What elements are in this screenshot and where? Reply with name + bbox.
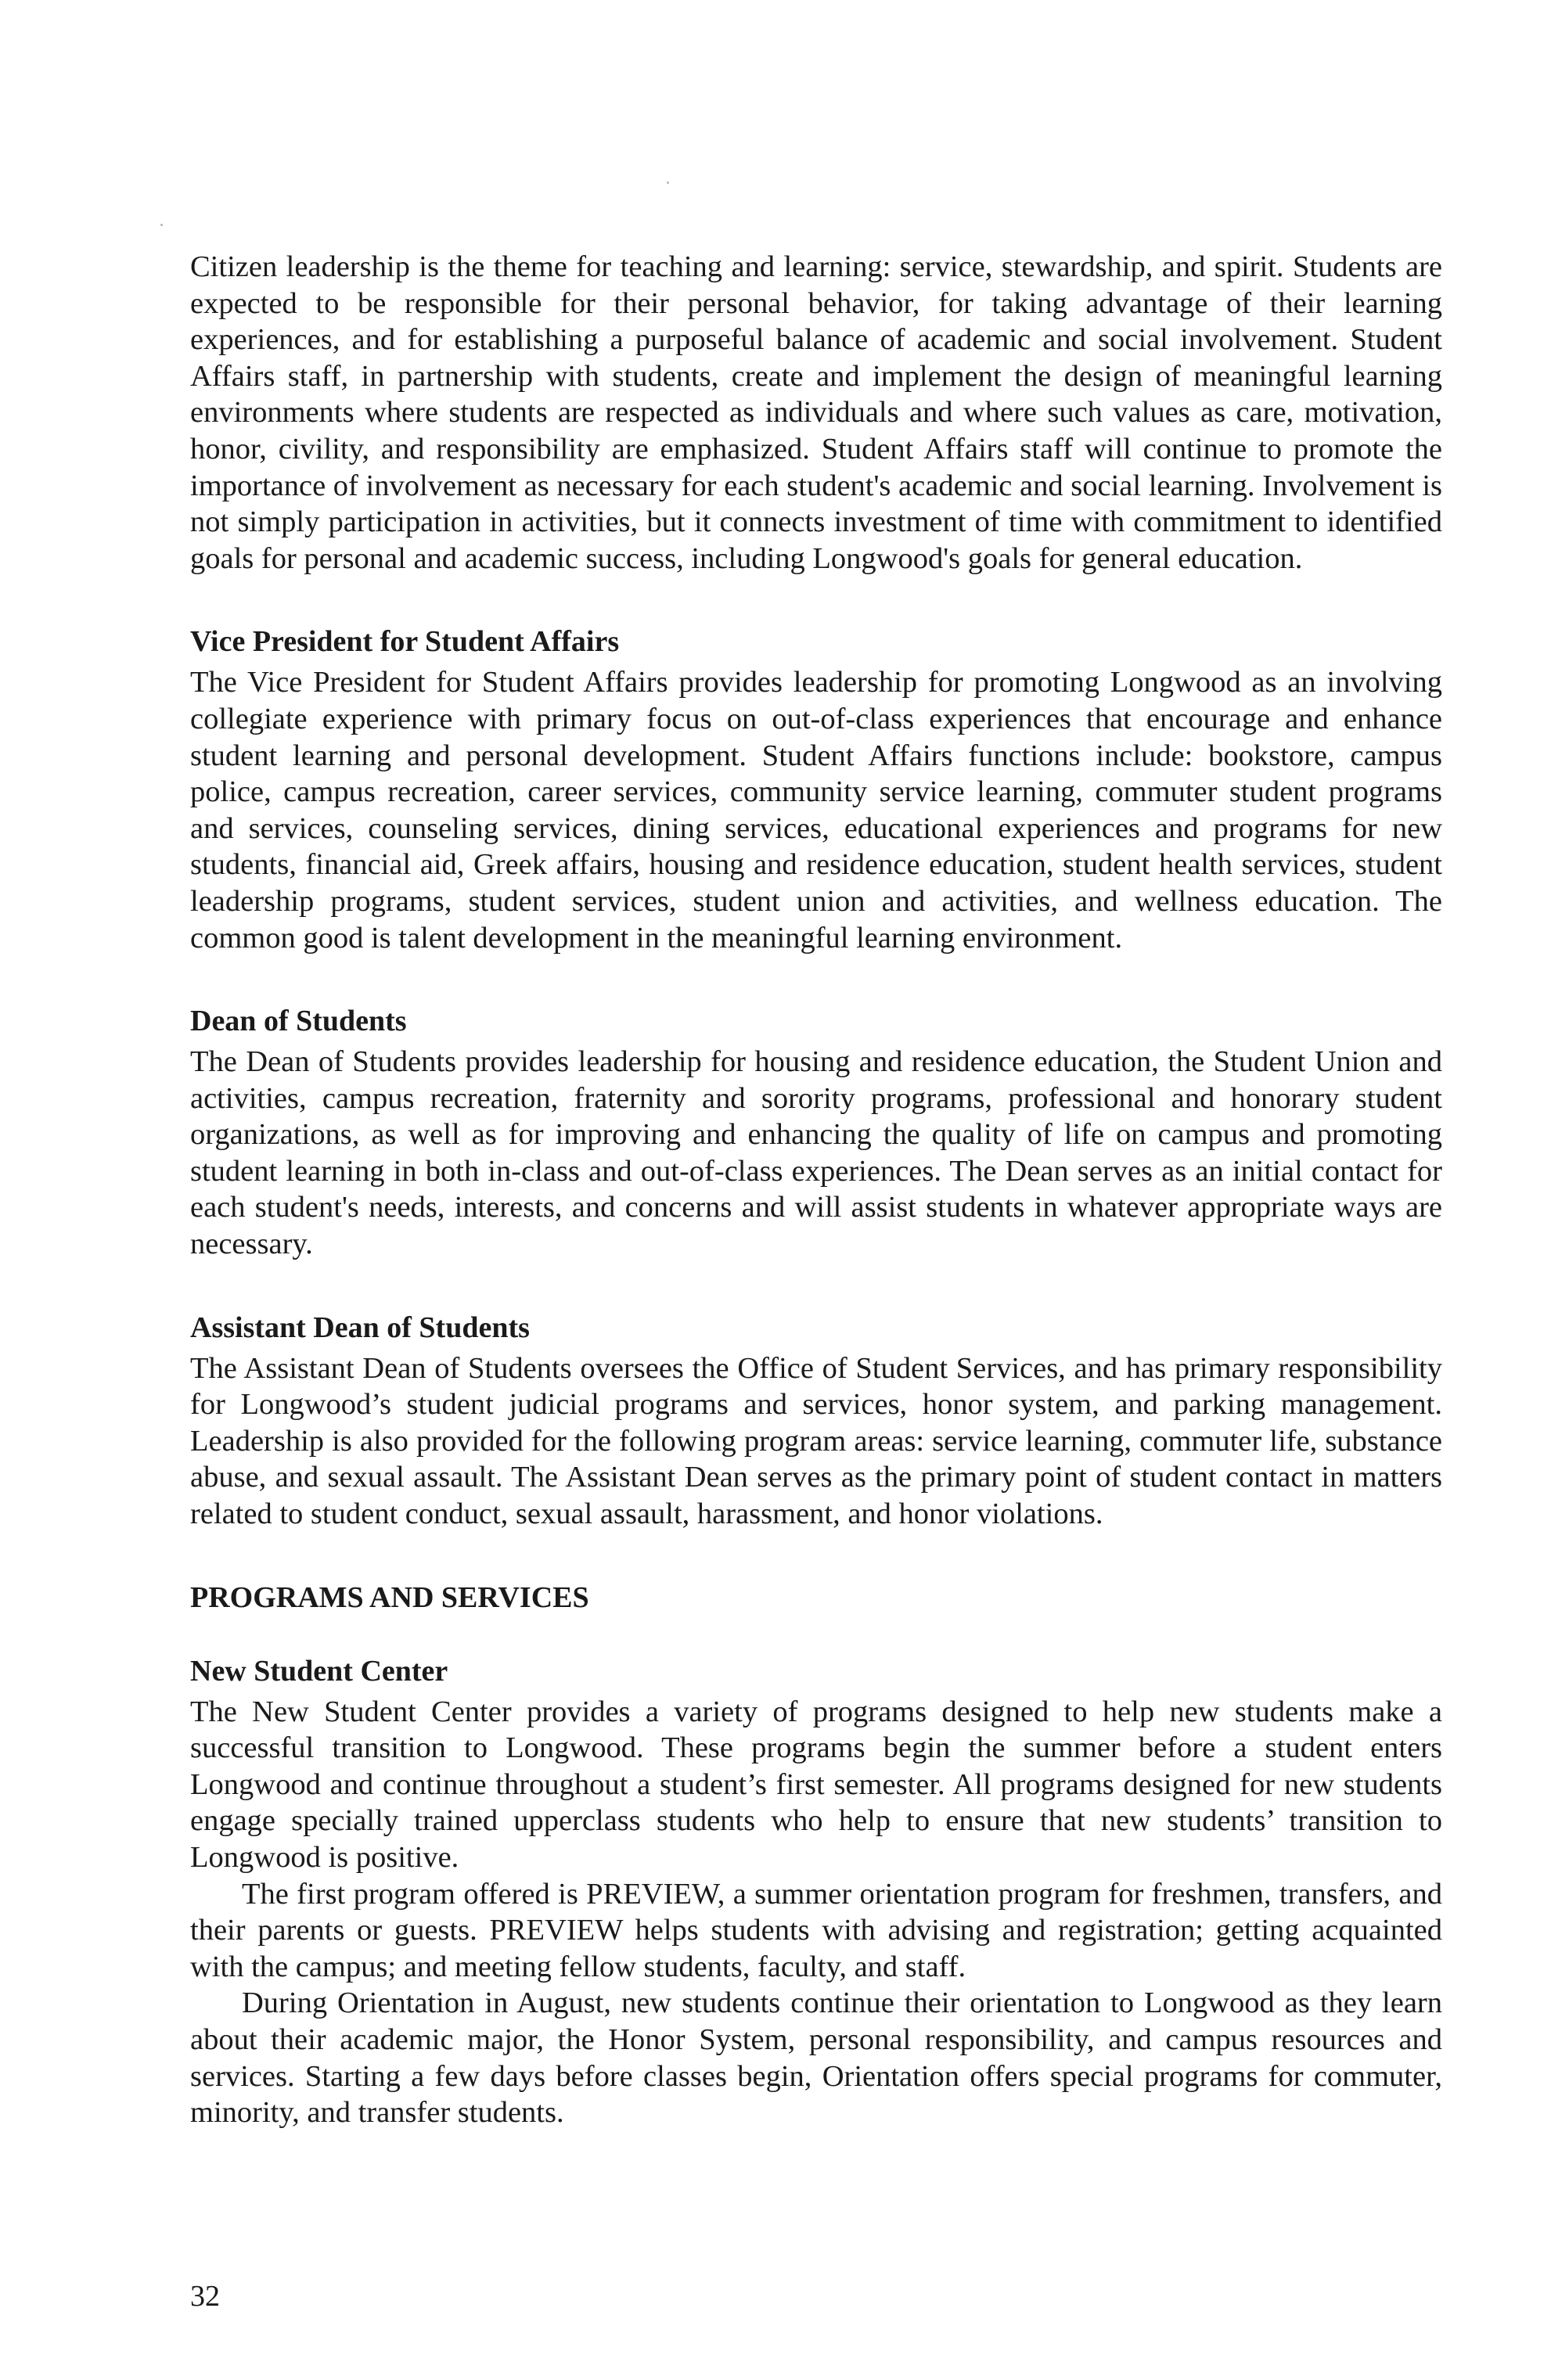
section-heading-assistant-dean: Assistant Dean of Students [190,1310,530,1344]
intro-paragraph: Citizen leadership is the theme for teaching and learning: service, stewardship, and spirit. Students are expected to be responsible for their personal behavior, for taking advantage of their learning experiences, and for establishing a purposeful balance of academic and social involvement. Student Affairs staff, in partnership with students, create and implement the design of meaningful learning environments where students are respected as individuals and where such values as care, motivation, honor, civility, and responsibility are emphasized. Student Affairs staff will continue to promote the importance of involvement as necessary for each student's academic and social learning. Involvement is not simply participation in activities, but it connects investment of time with commitment to identified goals for personal and academic success, including Longwood's goals for general education. [190,250,1442,575]
preview-paragraph: The first program offered is PREVIEW, a summer orientation program for freshmen, transfers, and their parents or guests. PREVIEW helps students with advising and registration; getting acquainted with the campus; and meeting fellow students, faculty, and staff. [190,1877,1442,1983]
assistant-dean-paragraph: The Assistant Dean of Students oversees the Office of Student Services, and has primary responsibility for Longwood’s student judicial programs and services, honor system, and parking management. Leadership is also provided for the following program areas: service learning, commuter life, substance abuse, and sexual assault. The Assistant Dean serves as the primary point of student contact in matters related to student conduct, sexual assault, harassment, and honor violations. [190,1351,1442,1531]
document-page [190,249,1442,2131]
section-heading-new-student-center: New Student Center [190,1654,448,1688]
vice-president-paragraph: The Vice President for Student Affairs provides leadership for promoting Longwood as an involving collegiate experience with primary focus on out-of-class experiences that encourage and enhance student learning and personal development. Student Affairs functions include: bookstore, campus police, campus recreation, career services, community service learning, commuter student programs and services, counseling services, dining services, educational experiences and programs for new students, financial aid, Greek affairs, housing and residence education, student health services, student leadership programs, student services, student union and activities, and wellness education. The common good is talent development in the meaningful learning environment. [190,666,1442,955]
scan-speck [160,224,163,226]
scan-speck [667,182,669,184]
dean-paragraph: The Dean of Students provides leadership for housing and residence education, the Student Union and activities, campus recreation, fraternity and sorority programs, professional and honorary student organizations, as well as for improving and enhancing the quality of life on campus and promoting student learning in both in-class and out-of-class experiences. The Dean serves as an initial contact for each student's needs, interests, and concerns and will assist students in whatever appropriate ways are necessary. [190,1045,1442,1261]
section-heading-dean-of-students: Dean of Students [190,1005,407,1038]
section-heading-vice-president: Vice President for Student Affairs [190,625,620,659]
new-student-center-paragraph: The New Student Center provides a variety of programs designed to help new students make a successful transition to Longwood. These programs begin the summer before a student enters Longwood and continue throughout a student’s first semester. All programs designed for new students engage specially trained upperclass students who help to ensure that new students’ transition to Longwood is positive. [190,1695,1442,1874]
orientation-paragraph: During Orientation in August, new students continue their orientation to Longwood as they learn about their academic major, the Honor System, personal responsibility, and campus resources and services. Starting a few days before classes begin, Orientation offers special programs for commuter, minority, and transfer students. [190,1986,1442,2130]
page-number: 32 [190,2280,220,2313]
programs-and-services-heading: PROGRAMS AND SERVICES [190,1580,589,1614]
